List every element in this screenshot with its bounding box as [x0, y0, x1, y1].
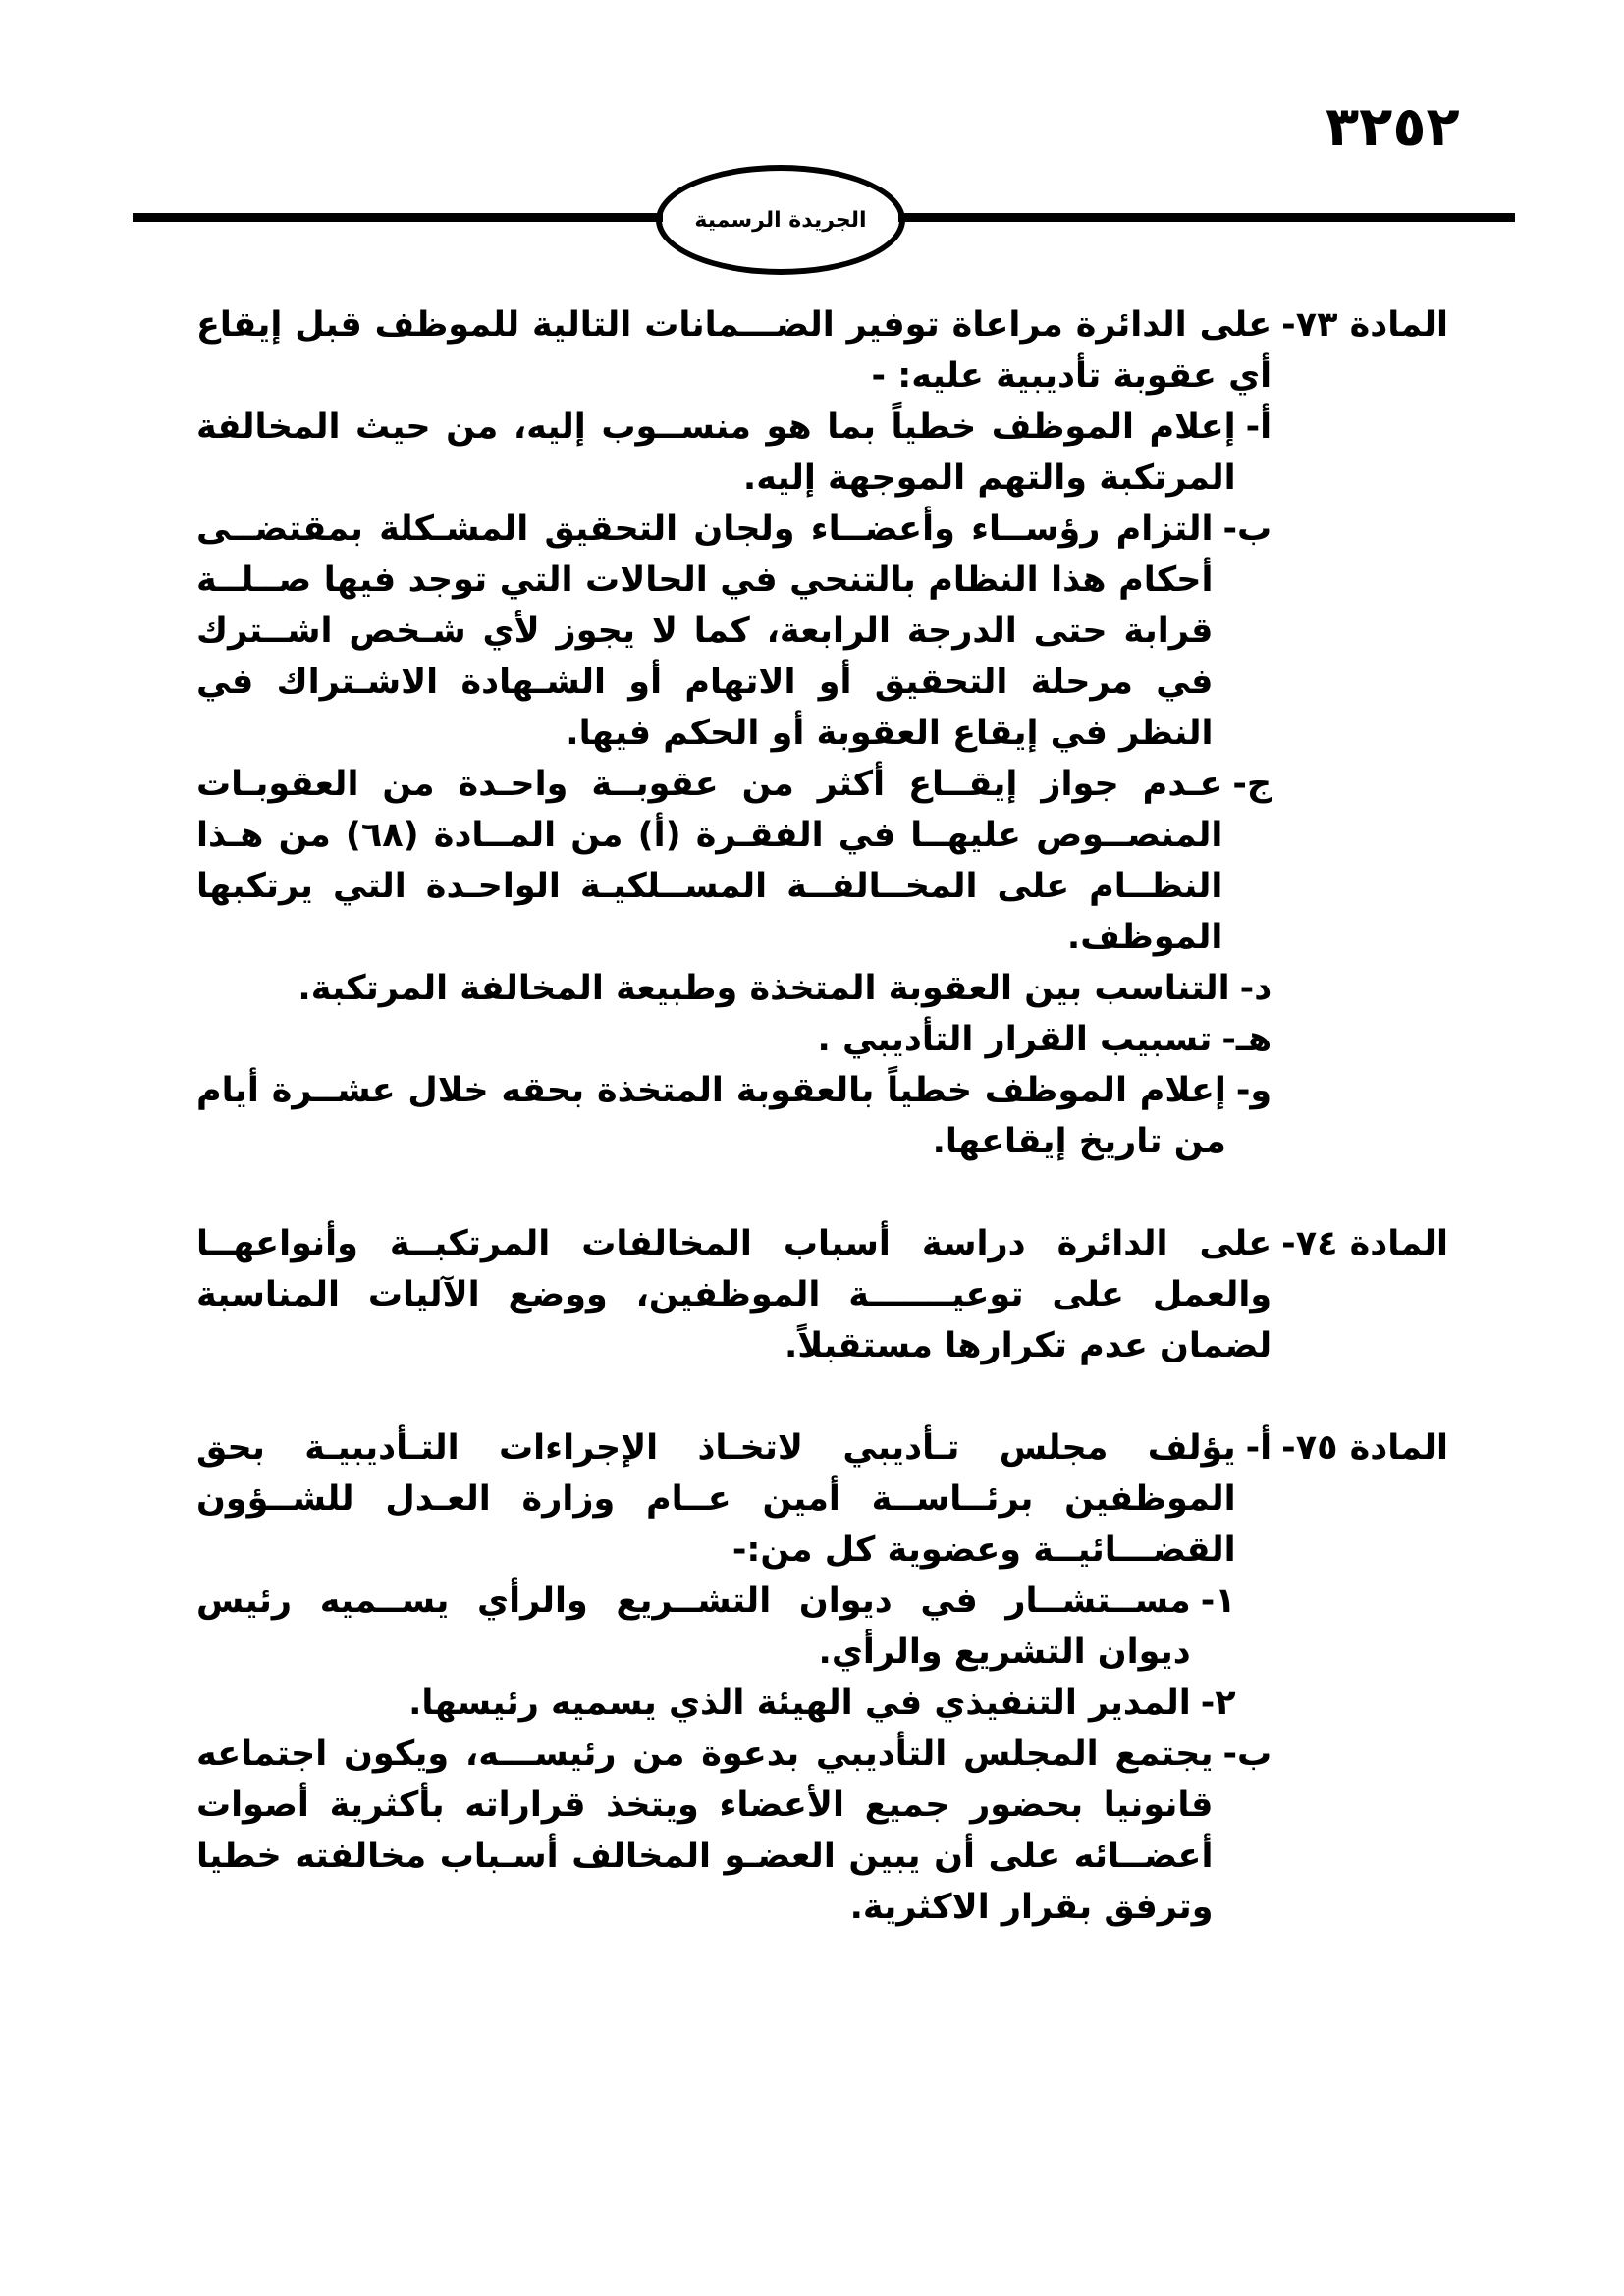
- item-text: يجتمع المجلس التأديبي بدعوة من رئيســـه، ويكون اجتماعه قانونيا بحضور جميع الأعضاء ويتخذ قراراته بأكثرية أصوات أعضــائه على أن يبين العضـو المخالف أسـباب مخالفته خطيا وترفق بقرار الاكثرية.: [196, 1735, 1214, 1927]
- gazette-title: الجريدة الرسمية: [694, 207, 867, 233]
- sub-item-text: المدير التنفيذي في الهيئة الذي يسميه رئيسها.: [408, 1683, 1191, 1723]
- gazette-header-oval: [656, 165, 905, 275]
- list-item: [196, 1065, 1272, 1167]
- item-text: يؤلف مجلس تـأديبي لاتخـاذ الإجراءات التـأديبيـة بحق الموظفين برئــاســة أمين عــام وزارة العـدل للشــؤون القضـــائيــة وعضوية كل من:-: [196, 1428, 1236, 1570]
- article-74: [196, 1218, 1448, 1371]
- article-body: [196, 299, 1272, 1167]
- header-rule-right: [898, 213, 1515, 222]
- article-label: المادة ٧٣-: [1281, 305, 1448, 345]
- item-text: التزام رؤســاء وأعضــاء ولجان التحقيق المشـكلة بمقتضــى أحكام هذا النظام بالتنحي في الحالات التي توجد فيها صــلــة قرابة حتى الدرجة الرابعة، كما لا يجوز لأي شـخص اشــترك في مرحلة التحقيق أو الاتهام أو الشـهادة الاشـتراك في النظر في إيقاع العقوبة أو الحكم فيها.: [196, 509, 1214, 753]
- sub-item-text: مســتشــار في ديوان التشــريع والرأي يســميه رئيس ديوان التشريع والرأي.: [196, 1581, 1191, 1672]
- item-marker: أ-: [1245, 1428, 1272, 1468]
- item-text: إعلام الموظف خطياً بما هو منســوب إليه، من حيث المخالفة المرتكبة والتهم الموجهة إليه.: [196, 407, 1236, 498]
- item-text: التناسب بين العقوبة المتخذة وطبيعة المخالفة المرتكبة.: [298, 969, 1230, 1008]
- article-body: [196, 1218, 1272, 1371]
- article-label: المادة ٧٥-: [1281, 1428, 1448, 1468]
- sub-list-item: [196, 1678, 1236, 1729]
- sub-item-marker: ١-: [1200, 1581, 1236, 1621]
- list-item: [196, 963, 1272, 1014]
- article-body: [196, 1422, 1272, 1933]
- sub-list-item: [196, 1575, 1236, 1678]
- item-text: إعلام الموظف خطياً بالعقوبة المتخذة بحقه خلال عشــرة أيام من تاريخ إيقاعها.: [196, 1071, 1226, 1161]
- item-marker: أ-: [1245, 407, 1272, 447]
- list-item: [196, 1729, 1272, 1933]
- item-marker: ب-: [1222, 1735, 1272, 1774]
- article-label: المادة ٧٤-: [1281, 1224, 1448, 1263]
- header-rule-left: [133, 213, 663, 222]
- item-marker: و-: [1235, 1071, 1272, 1110]
- sub-item-marker: ٢-: [1200, 1683, 1236, 1723]
- list-item: [196, 1422, 1272, 1729]
- list-item: [196, 504, 1272, 759]
- article-intro: على الدائرة مراعاة توفير الضـــمانات التالية للموظف قبل إيقاع أي عقوبة تأديبية عليه: -: [196, 305, 1272, 396]
- article-75: [196, 1422, 1448, 1933]
- item-marker: هـ-: [1221, 1020, 1272, 1059]
- item-marker: د-: [1239, 969, 1272, 1008]
- article-intro: على الدائرة دراسة أسباب المخالفات المرتكبــة وأنواعهــا والعمل على توعيـــــــة الموظفين، ووضع الآليات المناسبة لضمان عدم تكرارها مستقبلاً.: [196, 1224, 1272, 1365]
- page-number: ٣٢٥٢: [1326, 95, 1460, 159]
- article-73: [196, 299, 1448, 1167]
- document-body: [196, 299, 1448, 1933]
- item-text: عـدم جواز إيقــاع أكثر من عقوبــة واحـدة من العقوبـات المنصــوص عليهــا في الفقـرة (أ) من المــادة (٦٨) من هـذا النظــام على المخــالفــة المســلكيـة الواحـدة التي يرتكبها الموظف.: [196, 765, 1223, 957]
- item-marker: ج-: [1232, 765, 1272, 804]
- item-text: تسبيب القرار التأديبي .: [817, 1020, 1213, 1059]
- list-item: [196, 401, 1272, 504]
- list-item: [196, 1014, 1272, 1065]
- item-marker: ب-: [1222, 509, 1272, 549]
- list-item: [196, 759, 1272, 963]
